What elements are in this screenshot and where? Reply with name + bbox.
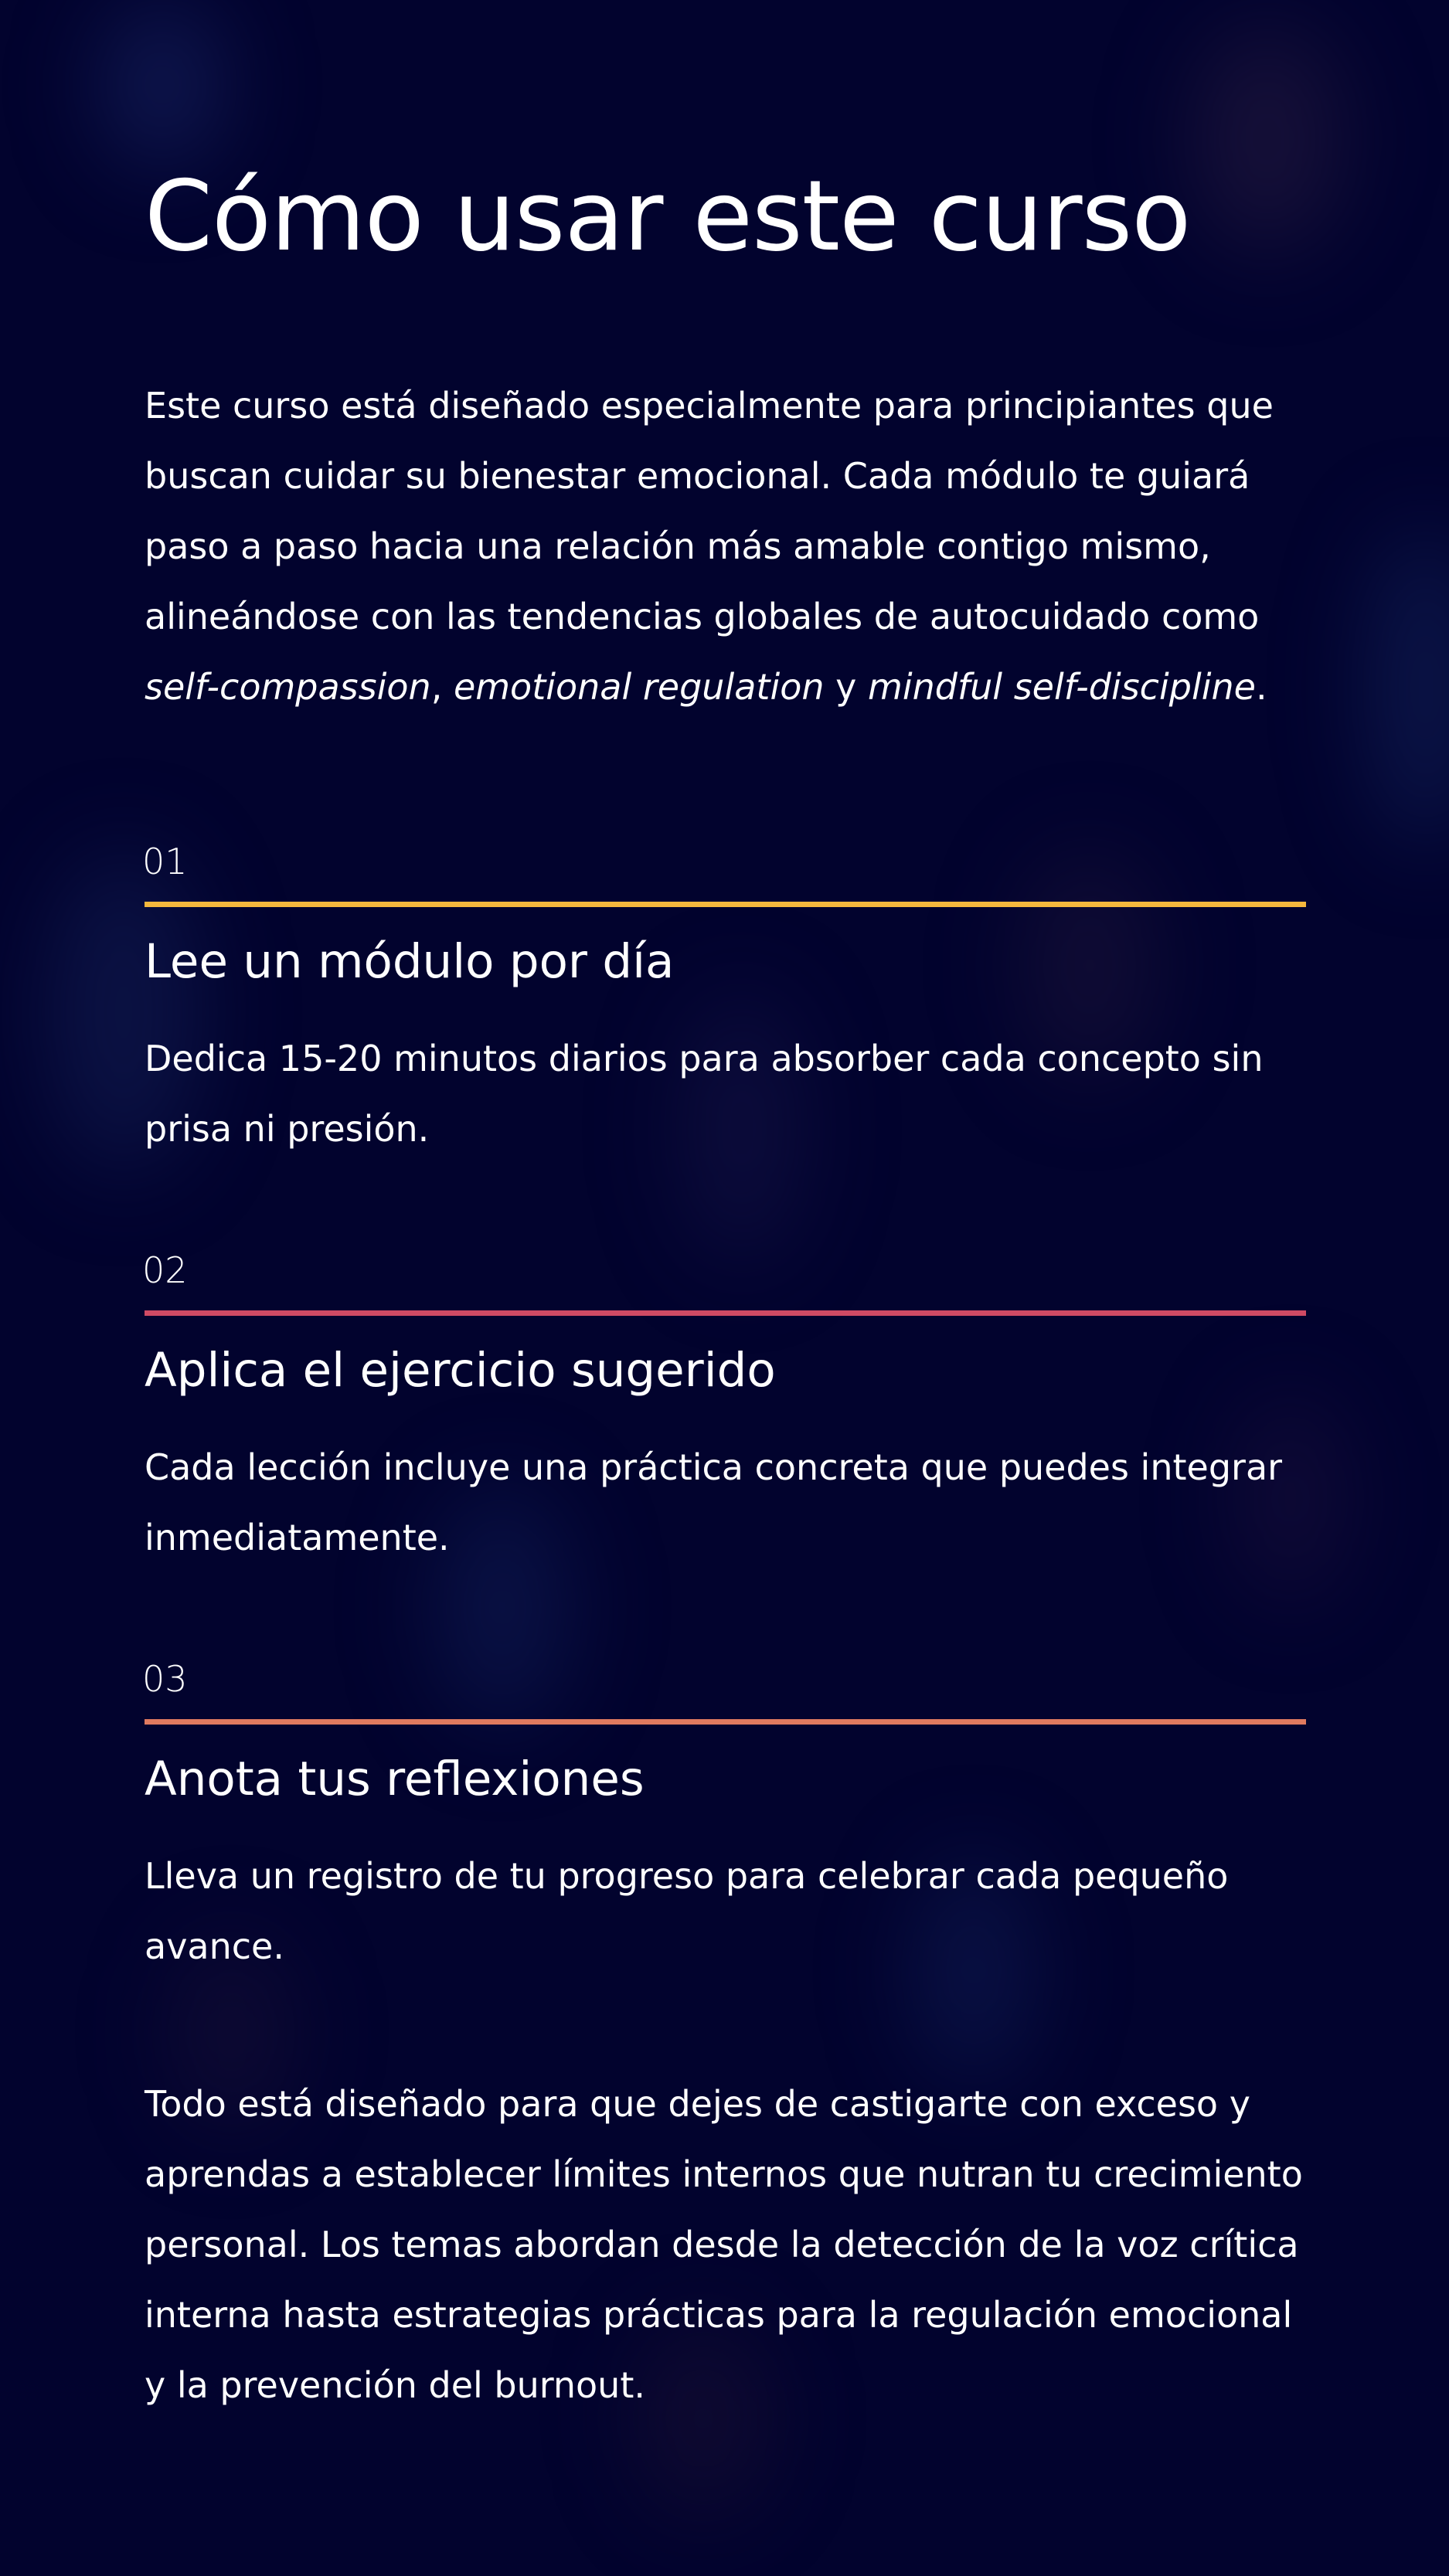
step-number: 01 bbox=[142, 841, 188, 882]
intro-ending: . bbox=[1255, 666, 1267, 708]
step-title: Lee un módulo por día bbox=[145, 934, 675, 989]
step-title: Aplica el ejercicio sugerido bbox=[145, 1343, 776, 1398]
intro-separator: y bbox=[824, 666, 869, 708]
step-divider bbox=[145, 902, 1306, 907]
step-description: Cada lección incluye una práctica concreta que puedes integrar inmediatamente. bbox=[145, 1446, 1283, 1558]
step-divider bbox=[145, 1719, 1306, 1725]
step-number: 02 bbox=[142, 1249, 188, 1291]
page-title: Cómo usar este curso bbox=[145, 159, 1191, 273]
intro-text: Este curso está diseñado especialmente para principiantes que buscan cuidar su bienestar emocional. Cada módulo te guiará paso a paso hacia una relación más amable contigo mismo, alineándose con las tendencias globales de autocuidado como bbox=[145, 385, 1274, 637]
intro-term-self-compassion: self-compassion bbox=[145, 666, 431, 708]
background-glow bbox=[1368, 525, 1449, 850]
intro-paragraph bbox=[145, 371, 1306, 722]
background-glow bbox=[1190, 23, 1345, 255]
background-glow bbox=[100, 0, 224, 170]
intro-term-emotional-regulation: emotional regulation bbox=[453, 666, 825, 708]
closing-paragraph: Todo está diseñado para que dejes de castigarte con exceso y aprendas a establecer límites internos que nutran tu crecimiento personal. Los temas abordan desde la detección de la voz crítica interna hasta estrategias prácticas para la regulación emocional y la prevención del burnout. bbox=[145, 2083, 1303, 2406]
intro-term-mindful-self-discipline: mindful self-discipline bbox=[868, 666, 1256, 708]
step-number: 03 bbox=[142, 1658, 188, 1700]
step-description: Lleva un registro de tu progreso para celebrar cada pequeño avance. bbox=[145, 1855, 1229, 1967]
step-title: Anota tus reflexiones bbox=[145, 1752, 645, 1806]
step-divider bbox=[145, 1310, 1306, 1316]
step-description: Dedica 15-20 minutos diarios para absorber cada concepto sin prisa ni presión. bbox=[145, 1038, 1264, 1150]
intro-separator: , bbox=[430, 666, 454, 708]
